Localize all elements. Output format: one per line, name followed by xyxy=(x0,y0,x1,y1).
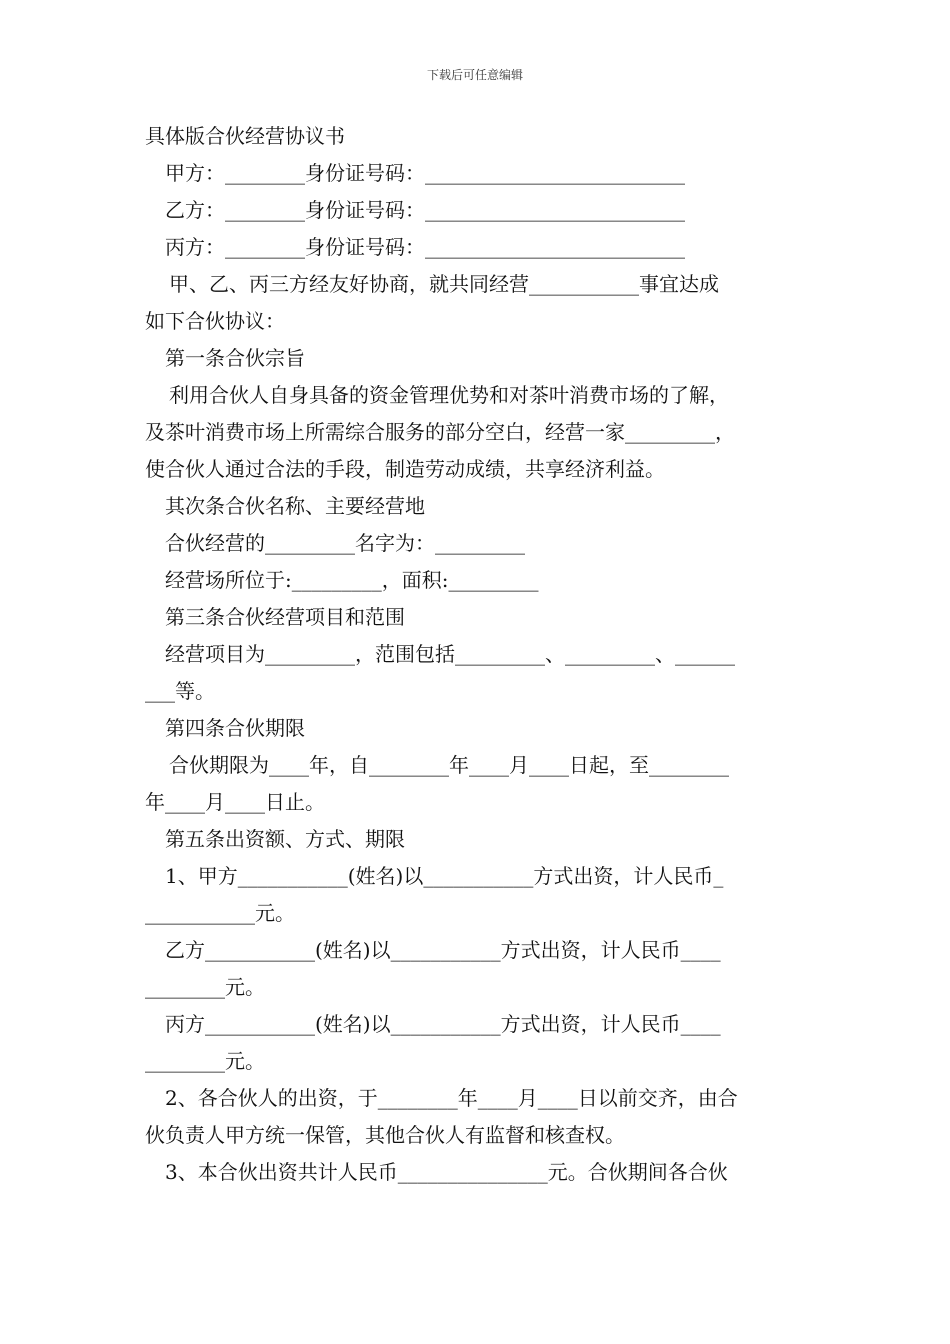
paragraph-line: ___等。 xyxy=(145,679,215,703)
doc-title: 具体版合伙经营协议书 xyxy=(145,124,345,148)
document-body xyxy=(145,118,810,1191)
paragraph-line: 2、各合伙人的出资，于________年____月____日以前交齐，由合 xyxy=(165,1086,738,1110)
section-heading: 第五条出资额、方式、期限 xyxy=(165,827,405,851)
paragraph-line: 使合伙人通过合法的手段，制造劳动成绩，共享经济利益。 xyxy=(145,457,665,481)
paragraph-line: 丙方___________(姓名)以___________方式出资，计人民币____ xyxy=(165,1012,721,1036)
paragraph-line: 甲、乙、丙三方经友好协商，就共同经营___________事宜达成 xyxy=(169,272,719,296)
paragraph-line: 1、甲方___________(姓名)以___________方式出资，计人民币_ xyxy=(165,864,724,888)
section-heading: 第一条合伙宗旨 xyxy=(165,346,305,370)
paragraph-line: 年____月____日止。 xyxy=(145,790,325,814)
party-c-line: 丙方：________身份证号码：__________________________ xyxy=(165,235,685,259)
paragraph-line: 及茶叶消费市场上所需综合服务的部分空白，经营一家_________， xyxy=(145,420,735,444)
paragraph-line: 经营项目为_________，范围包括_________、_________、______ xyxy=(165,642,735,666)
section-heading: 其次条合伙名称、主要经营地 xyxy=(165,494,425,518)
paragraph-line: 3、本合伙出资共计人民币_______________元。合伙期间各合伙 xyxy=(165,1160,728,1184)
paragraph-line: 合伙经营的_________名字为：_________ xyxy=(165,531,525,555)
paragraph-line: 如下合伙协议： xyxy=(145,309,285,333)
party-b-line: 乙方：________身份证号码：__________________________ xyxy=(165,198,685,222)
section-heading: 第四条合伙期限 xyxy=(165,716,305,740)
section-heading: 第三条合伙经营项目和范围 xyxy=(165,605,405,629)
paragraph-line: ___________元。 xyxy=(145,901,295,925)
page-header: 下载后可任意编辑 xyxy=(426,68,523,82)
paragraph-line: 利用合伙人自身具备的资金管理优势和对茶叶消费市场的了解， xyxy=(169,383,729,407)
paragraph-line: 乙方___________(姓名)以___________方式出资，计人民币____ xyxy=(165,938,721,962)
paragraph-line: ________元。 xyxy=(145,1049,265,1073)
paragraph-line: 合伙期限为____年，自________年____月____日起，至________ xyxy=(169,753,729,777)
party-a-line: 甲方：________身份证号码：__________________________ xyxy=(165,161,685,185)
paragraph-line: ________元。 xyxy=(145,975,265,999)
paragraph-line: 伙负责人甲方统一保管，其他合伙人有监督和核查权。 xyxy=(145,1123,625,1147)
paragraph-line: 经营场所位于:_________，面积:_________ xyxy=(165,568,539,592)
